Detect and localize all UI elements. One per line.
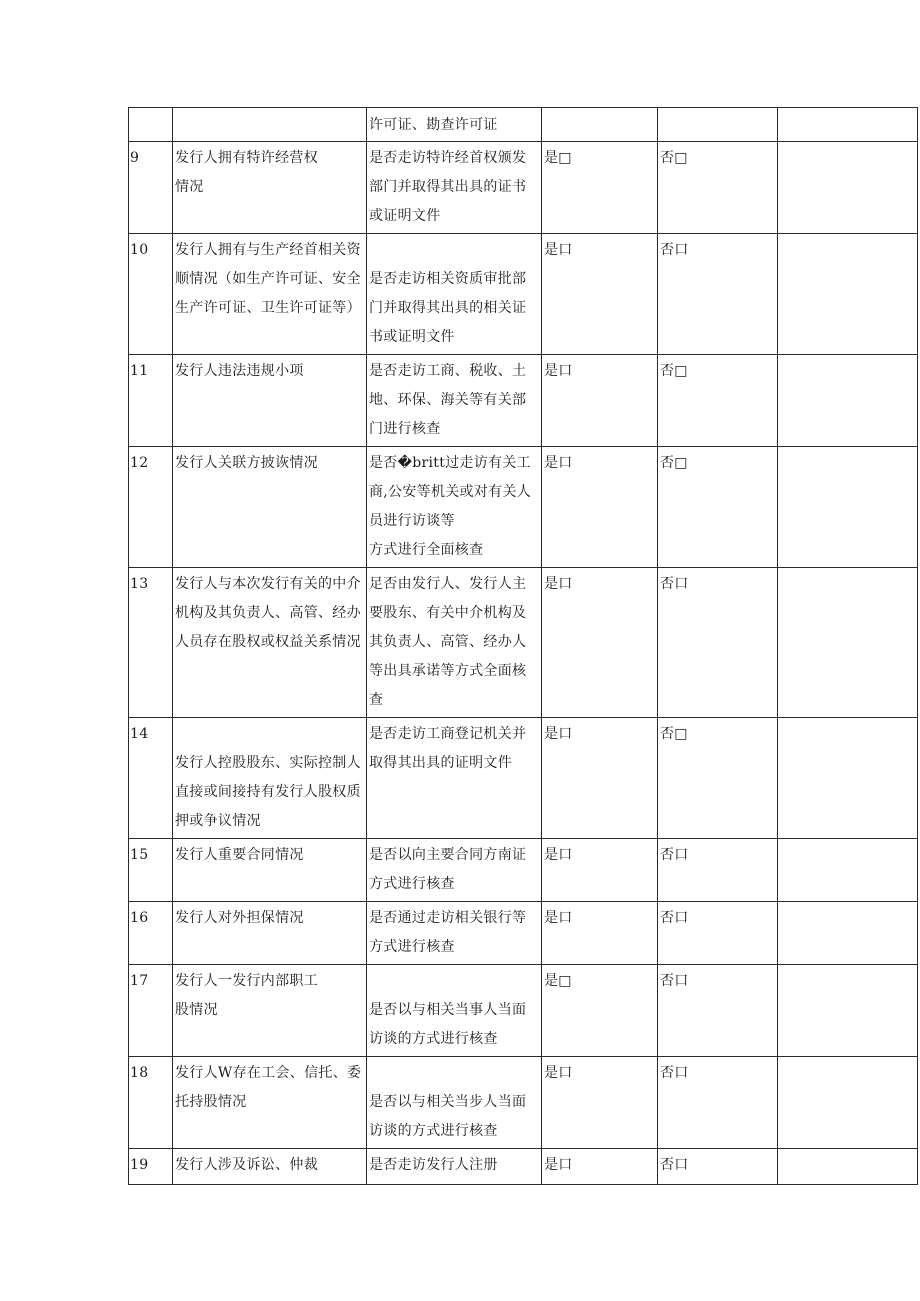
check-method: 是否走访工商登记机关并取得其出具的证明文件 <box>367 718 542 839</box>
no-option: 否□ <box>658 355 778 447</box>
no-option: 否口 <box>658 965 778 1057</box>
yes-option: 是口 <box>542 1149 658 1185</box>
check-item: 发行人拥有特许经营权 情况 <box>173 142 367 234</box>
table-row <box>129 1149 918 1185</box>
row-number: 11 <box>129 355 173 447</box>
no-option: 否口 <box>658 839 778 902</box>
row-number: 16 <box>129 902 173 965</box>
check-method: 是否�britt过走访有关工商,公安等机关或对有关人员进行访谈等 方式进行全面核查 <box>367 447 542 568</box>
check-item <box>173 108 367 142</box>
remark-cell <box>778 355 918 447</box>
row-number: 9 <box>129 142 173 234</box>
check-method: 是否以向主要合同方南证方式进行核查 <box>367 839 542 902</box>
yes-option: 是口 <box>542 355 658 447</box>
check-item: 发行人违法违规小项 <box>173 355 367 447</box>
no-option: 否□ <box>658 142 778 234</box>
row-number: 17 <box>129 965 173 1057</box>
yes-option: 是口 <box>542 568 658 718</box>
check-method: 是否以与相关当步人当面访谈的方式进行核查 <box>367 1057 542 1149</box>
row-number: 13 <box>129 568 173 718</box>
check-method: 是否走访工商、税收、土地、环保、海关等有关部门进行核查 <box>367 355 542 447</box>
no-option: 否口 <box>658 1149 778 1185</box>
remark-cell <box>778 234 918 355</box>
table-row <box>129 234 918 355</box>
yes-option: 是口 <box>542 447 658 568</box>
check-method: 是否走访发行人注册 <box>367 1149 542 1185</box>
check-item: 发行人涉及诉讼、仲裁 <box>173 1149 367 1185</box>
no-option: 否口 <box>658 234 778 355</box>
table-row <box>129 1057 918 1149</box>
remark-cell <box>778 718 918 839</box>
check-method: 许可证、勘查许可证 <box>367 108 542 142</box>
remark-cell <box>778 447 918 568</box>
table-row <box>129 447 918 568</box>
remark-cell <box>778 1057 918 1149</box>
verification-checklist-table <box>128 107 918 1185</box>
table-row <box>129 902 918 965</box>
yes-option: 是口 <box>542 839 658 902</box>
no-option: 否口 <box>658 568 778 718</box>
table-row <box>129 568 918 718</box>
row-number: 18 <box>129 1057 173 1149</box>
table-row <box>129 718 918 839</box>
check-item: 发行人拥有与生产经首相关资顺情况（如生产许可证、安全生产许可证、卫生许可证等） <box>173 234 367 355</box>
remark-cell <box>778 965 918 1057</box>
check-item: 发行人W存在工会、信托、委托持股情况 <box>173 1057 367 1149</box>
remark-cell <box>778 108 918 142</box>
row-number: 14 <box>129 718 173 839</box>
no-option: 否□ <box>658 447 778 568</box>
check-method: 是否走访特许经首权颁发部门并取得其出具的证书或证明文件 <box>367 142 542 234</box>
check-item: 发行人一发行内部职工 股情况 <box>173 965 367 1057</box>
table-row <box>129 965 918 1057</box>
table-row <box>129 839 918 902</box>
yes-option <box>542 108 658 142</box>
check-item: 发行人与本次发行有关的中介机构及其负责人、高管、经办人员存在股权或权益关系情况 <box>173 568 367 718</box>
check-item: 发行人控股股东、实际控制人直接或间接持有发行人股权质押或争议情况 <box>173 718 367 839</box>
no-option <box>658 108 778 142</box>
check-item: 发行人对外担保情况 <box>173 902 367 965</box>
check-item: 发行人关联方披诙情况 <box>173 447 367 568</box>
remark-cell <box>778 839 918 902</box>
row-number: 15 <box>129 839 173 902</box>
row-number: 12 <box>129 447 173 568</box>
remark-cell <box>778 902 918 965</box>
check-method: 是否以与相关当事人当面访谈的方式进行核查 <box>367 965 542 1057</box>
row-number <box>129 108 173 142</box>
yes-option: 是□ <box>542 965 658 1057</box>
check-method: 是否通过走访相关银行等方式进行核查 <box>367 902 542 965</box>
yes-option: 是口 <box>542 902 658 965</box>
check-method: 足否由发行人、发行人主要股东、有关中介机构及其负责人、高管、经办人等出具承诺等方式全面核查 <box>367 568 542 718</box>
table-row <box>129 355 918 447</box>
yes-option: 是口 <box>542 718 658 839</box>
yes-option: 是口 <box>542 1057 658 1149</box>
row-number: 19 <box>129 1149 173 1185</box>
remark-cell <box>778 142 918 234</box>
remark-cell <box>778 1149 918 1185</box>
no-option: 否□ <box>658 718 778 839</box>
yes-option: 是口 <box>542 234 658 355</box>
no-option: 否口 <box>658 1057 778 1149</box>
remark-cell <box>778 568 918 718</box>
no-option: 否口 <box>658 902 778 965</box>
check-method: 是否走访相关资质审批部门并取得其出具的相关证书或证明文件 <box>367 234 542 355</box>
table-row <box>129 142 918 234</box>
row-number: 10 <box>129 234 173 355</box>
check-item: 发行人重要合同情况 <box>173 839 367 902</box>
yes-option: 是□ <box>542 142 658 234</box>
table-row <box>129 108 918 142</box>
